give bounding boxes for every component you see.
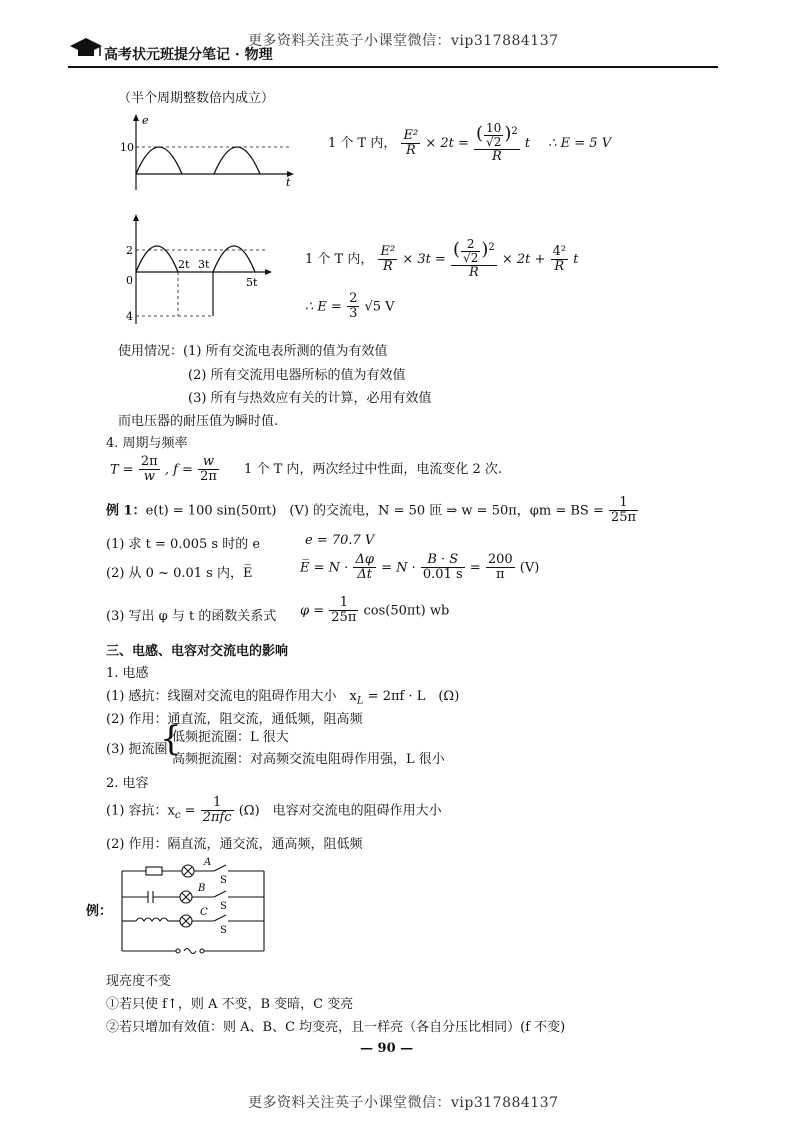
- eq1-prefix: 1 个 T 内，: [328, 135, 397, 151]
- eq2-inner-den: √2: [463, 251, 479, 266]
- cap-l1-tail: (Ω) 电容对交流电的阻碍作用大小: [238, 803, 442, 819]
- cap-l1-den: 2πfc: [202, 810, 232, 826]
- watermark-bottom: 更多资料关注英子小课堂微信：vip317884137: [248, 1095, 559, 1111]
- example-1: [106, 496, 639, 526]
- eq1-result: ∴ E = 5 V: [548, 135, 612, 151]
- eq1-pow: 2: [511, 125, 518, 137]
- eq2-result-tail: √5 V: [364, 299, 395, 315]
- inductor-l3a: 低频扼流圈：L 很大: [172, 730, 289, 745]
- example1-q3: (3) 写出 φ 与 t 的函数关系式: [106, 609, 277, 624]
- eq1-inner-den: √2: [486, 135, 502, 150]
- sec4-f: , f =: [164, 462, 193, 478]
- eq2-num3: 4²: [552, 243, 567, 259]
- lamp-label-b: B: [198, 883, 206, 894]
- sec4-T-num: 2π: [140, 454, 158, 469]
- usage-line-2: (2) 所有交流用电器所标的值为有效值: [188, 368, 406, 383]
- equation-2-result: [305, 292, 395, 322]
- switch-label-b: S: [220, 901, 227, 912]
- graph1-x-label: t: [286, 176, 291, 189]
- example1-label: 例 1：: [106, 503, 146, 519]
- example1-frac-num: 1: [619, 495, 628, 510]
- inductor-l2: (2) 作用：通直流，阻交流，通低频，阻高频: [106, 712, 363, 727]
- eq2-result-prefix: ∴ E =: [305, 299, 342, 315]
- eq2-result-num: 2: [349, 291, 358, 306]
- sec4-T-den: w: [139, 469, 160, 484]
- eq1-inner-num: 10: [486, 121, 502, 135]
- period-frequency-formula: [110, 455, 502, 485]
- eq1-den2: R: [474, 149, 520, 164]
- example1-frac-den: 25π: [611, 510, 637, 526]
- graph2-tick-2: 2: [126, 244, 133, 257]
- graph1-y-label: e: [142, 114, 149, 127]
- eq1-tail: t: [524, 135, 531, 151]
- capacitor-l2: (2) 作用：隔直流，通交流，通高频，阻低频: [106, 837, 363, 852]
- usage-line-3: (3) 所有与热效应有关的计算，必用有效值: [188, 391, 432, 406]
- eq2-mid: × 3t =: [402, 251, 446, 267]
- graph2-x-2t: 2t: [178, 258, 190, 271]
- graph2-x-3t: 3t: [198, 258, 210, 271]
- cap-l1-eq: =: [180, 803, 196, 819]
- a2-prefix: E̅ = N ·: [300, 560, 349, 576]
- cap-l1-num: 1: [212, 795, 222, 810]
- graph2-tick-0: 0: [126, 274, 133, 287]
- inductor-l1-tail: = 2πf · L (Ω): [363, 689, 460, 704]
- a3-tail: cos(50πt) wb: [363, 603, 450, 619]
- eq2-den2: R: [451, 265, 497, 280]
- equation-2: 1 个 T 内， $\frac{\text{E²}}{R}$ × 3t = ( $\frac{2}{√2}$ )$^2$ R × 2t + $\frac{\text{4²}}{R}$ t: [305, 237, 579, 281]
- cap-l1-sub: c: [174, 809, 181, 821]
- eq2-prefix: 1 个 T 内，: [305, 251, 374, 267]
- inductor-title: 1. 电感: [106, 666, 149, 681]
- switch-label-a: S: [220, 875, 227, 886]
- example1-a3: [300, 596, 449, 626]
- graph-sine-1: [118, 110, 298, 200]
- graph-rectified-2: [118, 212, 278, 330]
- circuit-label: 例：: [86, 904, 113, 919]
- graph2-x-5t: 5t: [246, 276, 258, 289]
- cap-l1-prefix: (1) 容抗：x: [106, 803, 175, 819]
- a2-n3: 200: [487, 552, 513, 567]
- a2-n2: B · S: [427, 552, 459, 567]
- a3-den: 25π: [331, 610, 357, 626]
- a2-n1: Δφ: [355, 552, 374, 567]
- inductor-l3: (3) 扼流圈: [106, 742, 168, 757]
- header-title: 高考状元班提分笔记 · 物理: [104, 47, 273, 63]
- page-number: — 90 —: [360, 1041, 414, 1056]
- header-rule: [68, 66, 718, 68]
- example1-a1: e = 70.7 V: [305, 533, 375, 548]
- a2-d1: Δt: [353, 567, 376, 582]
- example1-q1: (1) 求 t = 0.005 s 时的 e: [106, 537, 261, 552]
- a3-num: 1: [339, 595, 348, 610]
- eq2-tail: t: [573, 251, 579, 267]
- inductor-l3b: 高频扼流圈：对高频交流电阻碍作用强，L 很小: [172, 752, 445, 767]
- watermark-top: 更多资料关注英子小课堂微信：vip317884137: [248, 33, 559, 49]
- eq2-mid2: × 2t +: [501, 251, 546, 267]
- example1-q2: (2) 从 0 ~ 0.01 s 内，E̅: [106, 566, 253, 581]
- sec4-desc: 1 个 T 内，两次经过中性面，电流变化 2 次.: [244, 462, 503, 478]
- eq1-num1: E²: [403, 127, 419, 143]
- conclusion-l0: 现亮度不变: [106, 974, 172, 989]
- capacitor-l1: [106, 796, 442, 826]
- a2-d2: 0.01 s: [422, 567, 463, 583]
- graph1-tick-10: 10: [120, 141, 134, 154]
- sec4-f-num: w: [202, 454, 215, 469]
- inductor-l1-sub: L: [356, 695, 364, 707]
- a2-eq: =: [469, 560, 481, 576]
- eq2-inner-num: 2: [466, 237, 475, 251]
- lamp-label-a: A: [204, 857, 212, 868]
- eq2-num1: E²: [380, 243, 396, 259]
- conclusion-l2: ②若只增加有效值：则 A、B、C 均变亮，且一样亮（各自分压比相同）(f 不变): [106, 1020, 566, 1035]
- sec4-T: T =: [110, 462, 134, 478]
- lamp-label-c: C: [200, 907, 208, 918]
- graduation-cap-icon: [68, 36, 104, 58]
- a3-prefix: φ =: [300, 603, 325, 619]
- example1-a2: [300, 553, 539, 583]
- eq1-den1: R: [401, 143, 420, 158]
- usage-line-1: 使用情况：(1) 所有交流电表所测的值为有效值: [118, 344, 388, 359]
- inductor-l1-text: (1) 感抗：线圈对交流电的阻碍作用大小 x: [106, 689, 357, 704]
- a2-mid: = N ·: [381, 560, 416, 576]
- brace-icon: {: [160, 719, 182, 759]
- inductor-l1: [106, 685, 459, 707]
- eq2-pow: 2: [488, 241, 495, 253]
- eq2-den1: R: [378, 259, 397, 274]
- switch-label-c: S: [220, 925, 227, 936]
- section-3-title: 三、电感、电容对交流电的影响: [106, 644, 289, 659]
- circuit-diagram: [118, 855, 268, 965]
- sec4-f-den: 2π: [200, 469, 217, 485]
- graph2-tick-4: 4: [126, 310, 133, 323]
- a2-d3: π: [486, 567, 515, 582]
- eq2-result-den: 3: [349, 306, 358, 322]
- section-4-title: 4. 周期与频率: [106, 436, 188, 451]
- capacitor-title: 2. 电容: [106, 776, 149, 791]
- example1-text: e(t) = 100 sin(50πt) (V) 的交流电，N = 50 匝 ⇒ w = 50π，φm = BS =: [145, 503, 604, 519]
- equation-1: 1 个 T 内， $\frac{\text{E²}}{R}$ × 2t = ( $\frac{10}{√2}$ )$^2$ R t ∴ E = 5 V: [328, 121, 612, 165]
- a2-tail: (V): [519, 560, 540, 576]
- note-half-period: （半个周期整数倍内成立）: [118, 91, 275, 106]
- eq2-den3: R: [551, 259, 568, 274]
- usage-note: 而电压器的耐压值为瞬时值.: [118, 414, 279, 429]
- eq1-mid: × 2t =: [425, 135, 469, 151]
- conclusion-l1: ①若只使 f↑，则 A 不变，B 变暗，C 变亮: [106, 997, 354, 1012]
